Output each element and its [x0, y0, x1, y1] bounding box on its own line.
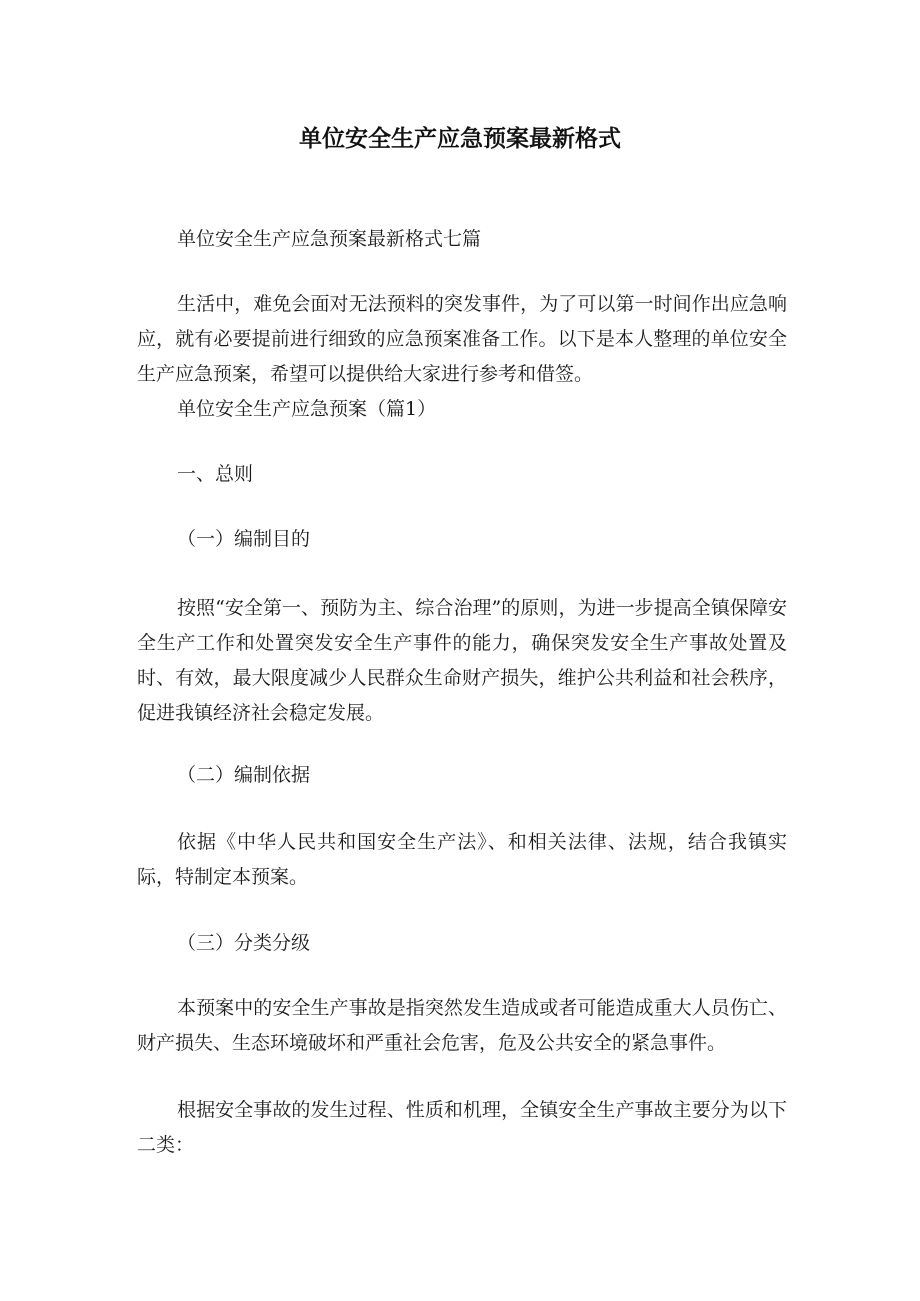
subsection2-body: 依据《中华人民共和国安全生产法》、和相关法律、法规，结合我镇实际，特制定本预案。 — [137, 831, 787, 888]
subsection3-body-2: 根据安全事故的发生过程、性质和机理，全镇安全生产事故主要分为以下二类： — [137, 1099, 787, 1156]
part1-heading: 单位安全生产应急预案（篇1） — [177, 398, 437, 420]
document-title: 单位安全生产应急预案最新格式 — [299, 126, 621, 152]
section1-heading: 一、总则 — [177, 463, 254, 485]
subsection1-heading: （一）编制目的 — [177, 528, 311, 550]
subsection2-heading: （二）编制依据 — [177, 764, 311, 786]
document-subtitle: 单位安全生产应急预案最新格式七篇 — [177, 228, 482, 250]
subsection1-body: 按照“安全第一、预防为主、综合治理”的原则，为进一步提高全镇保障安全生产工作和处置突发安全生产事件的能力，确保突发安全生产事故处置及时、有效，最大限度减少人民群众生命财产损失，维护公共利益和社会秩序，促进我镇经济社会稳定发展。 — [137, 597, 787, 724]
intro-paragraph: 生活中，难免会面对无法预料的突发事件，为了可以第一时间作出应急响应，就有必要提前进行细致的应急预案准备工作。以下是本人整理的单位安全生产应急预案，希望可以提供给大家进行参考和借签。 — [137, 293, 787, 385]
subsection3-body: 本预案中的安全生产事故是指突然发生造成或者可能造成重大人员伤亡、财产损失、生态环境破坏和严重社会危害，危及公共安全的紧急事件。 — [137, 997, 787, 1054]
subsection3-heading: （三）分类分级 — [177, 932, 311, 954]
